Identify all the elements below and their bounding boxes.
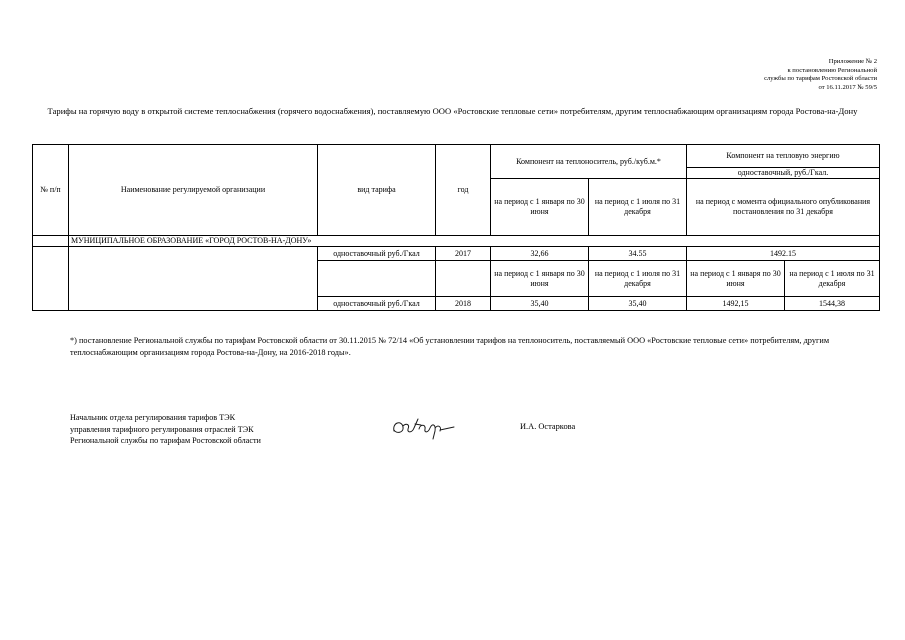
handwritten-signature [388, 414, 460, 442]
position-line-1: Начальник отдела регулирования тарифов ТЭК [70, 413, 236, 422]
year-2018: 2018 [436, 297, 491, 311]
appendix-header [677, 58, 877, 92]
subheader-blank-type [318, 261, 436, 297]
carrier-2017-h2: 34.55 [589, 247, 687, 261]
tariff-type-2018: одноставочный руб./Гкал [318, 297, 436, 311]
subheader-blank-year [436, 261, 491, 297]
year-2017: 2017 [436, 247, 491, 261]
header-year: год [436, 145, 491, 236]
carrier-2017-h1: 32,66 [491, 247, 589, 261]
header-carrier-jan-jun: на период с 1 января по 30 июня [491, 179, 589, 236]
header-number: № п/п [33, 145, 69, 236]
municipality-number-cell [33, 236, 69, 247]
signatory-name: И.А. Остаркова [520, 422, 576, 431]
document-title: Тарифы на горячую воду в открытой системе теплоснабжения (горячего водоснабжения), поставляемую ООО «Ростовские тепловые сети» потребителям, другим теплоснабжающим организациям города Ростова-на-Дону [47, 106, 858, 116]
energy-2018-h2: 1544,38 [785, 297, 880, 311]
subheader-energy-2018-h1: на период с 1 января по 30 июня [687, 261, 785, 297]
subheader-carrier-2018-h2: на период с 1 июля по 31 декабря [589, 261, 687, 297]
header-tariff-type: вид тарифа [318, 145, 436, 236]
tariff-type-2017: одноставочный руб./Гкал [318, 247, 436, 261]
position-line-2: управления тарифного регулирования отраслей ТЭК [70, 424, 254, 434]
footnote: *) постановление Региональной службы по тарифам Ростовской области от 30.11.2015 № 72/14 «Об установлении тарифов на теплоноситель, поставляемый ООО «Ростовские тепловые сети» потребителям, другим теплоснабжающим организациям города Ростова-на-Дону, на 2016-2018 годы». [70, 336, 830, 357]
appendix-date: от 16.11.2017 № 59/5 [818, 83, 877, 91]
energy-2017: 1492.15 [687, 247, 880, 261]
appendix-number: Приложение № 2 [828, 58, 877, 65]
tariff-table [32, 144, 880, 311]
appendix-ref: к постановлению Региональной [787, 66, 877, 74]
signatory-position [70, 412, 261, 447]
subheader-energy-2018-h2: на период с 1 июля по 31 декабря [785, 261, 880, 297]
organization-name-cell [69, 247, 318, 311]
header-heat-energy: Компонент на тепловую энергию [687, 145, 880, 168]
header-carrier-jul-dec: на период с 1 июля по 31 декабря [589, 179, 687, 236]
municipality-name: МУНИЦИПАЛЬНОЕ ОБРАЗОВАНИЕ «ГОРОД РОСТОВ-НА-ДОНУ» [69, 236, 880, 247]
header-organization: Наименование регулируемой организации [69, 145, 318, 236]
header-energy-publication: на период с момента официального опубликования постановления по 31 декабря [687, 179, 880, 236]
position-line-3: Региональной службы по тарифам Ростовской области [70, 436, 261, 445]
header-heat-carrier: Компонент на теплоноситель, руб./куб.м.* [491, 145, 687, 179]
energy-2018-h1: 1492,15 [687, 297, 785, 311]
subheader-carrier-2018-h1: на период с 1 января по 30 июня [491, 261, 589, 297]
carrier-2018-h1: 35,40 [491, 297, 589, 311]
appendix-agency: службы по тарифам Ростовской области [764, 75, 877, 82]
header-single-rate: одноставочный, руб./Гкал. [687, 168, 880, 179]
organization-number-cell [33, 247, 69, 311]
carrier-2018-h2: 35,40 [589, 297, 687, 311]
